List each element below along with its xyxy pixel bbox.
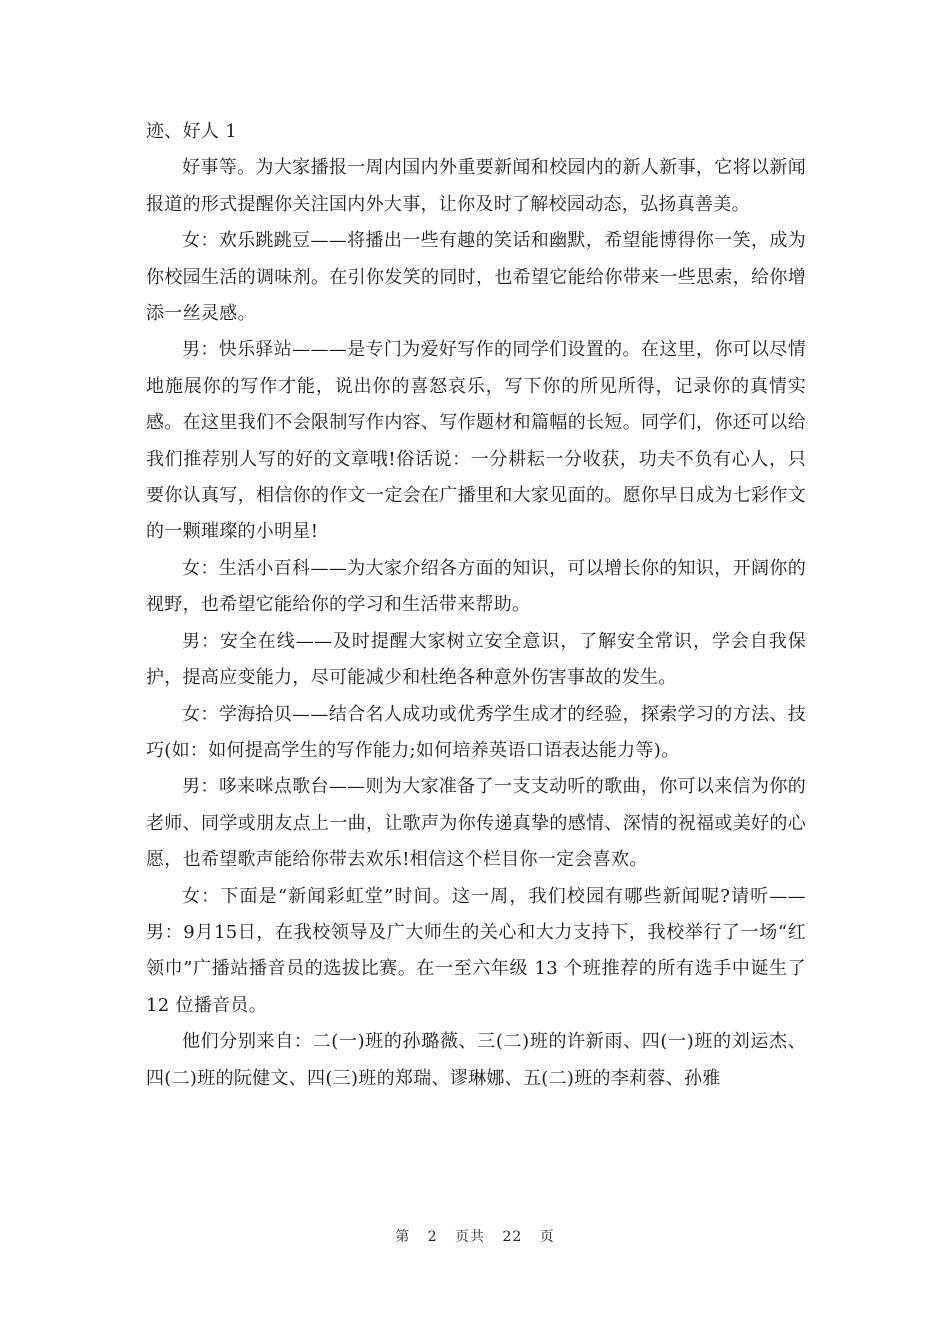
paragraph-9: 女：下面是“新闻彩虹堂”时间。这一周，我们校园有哪些新闻呢?请听—— 男：9月15日，在我校领导及广大师生的关心和大力支持下，我校举行了一场“红领巾”广播站播音员的选拔比赛。在一至六年级 13 个班推荐的所有选手中诞生了 12 位播音员。: [146, 885, 806, 1016]
footer-page-total: 22: [502, 1229, 523, 1245]
paragraph-8: 男：哆来咪点歌台——则为大家准备了一支支动听的歌曲，你可以来信为你的老师、同学或朋友点上一曲，让歌声为你传递真挚的感情、深情的祝福或美好的心愿，也希望歌声能给你带去欢乐!相信这个栏目你一定会喜欢。: [146, 776, 806, 871]
paragraph-1: 迹、好人 1: [146, 121, 237, 142]
footer-page-prefix: 第: [395, 1229, 411, 1245]
paragraph-5: 女：生活小百科——为大家介绍各方面的知识，可以增长你的知识，开阔你的视野，也希望它能给你的学习和生活带来帮助。: [146, 557, 806, 616]
paragraph-2: 好事等。为大家播报一周内国内外重要新闻和校园内的新人新事，它将以新闻报道的形式提醒你关注国内外大事，让你及时了解校园动态，弘扬真善美。: [146, 157, 806, 215]
paragraph-10: 他们分别来自：二(一)班的孙璐薇、三(二)班的许新雨、四(一)班的刘运杰、四(二)班的阮健文、四(三)班的郑瑞、谬琳娜、五(二)班的李莉蓉、孙雅: [146, 1031, 806, 1089]
paragraph-3: 女：欢乐跳跳豆——将播出一些有趣的笑话和幽默，希望能博得你一笑，成为你校园生活的调味剂。在引你发笑的同时，也希望它能给你带来一些思索，给你增添一丝灵感。: [146, 230, 806, 325]
paragraph-4: 男：快乐驿站———是专门为爱好写作的同学们设置的。在这里，你可以尽情地施展你的写作才能，说出你的喜怒哀乐，写下你的所见所得，记录你的真情实感。在这里我们不会限制写作内容、写作题材和篇幅的长短。同学们，你还可以给我们推荐别人写的好的文章哦!俗话说：一分耕耘一分收获，功夫不负有心人，只要你认真写，相信你的作文一定会在广播里和大家见面的。愿你早日成为七彩作文的一颗璀璨的小明星!: [146, 339, 806, 543]
footer-page-middle: 页共: [455, 1229, 486, 1245]
paragraph-6: 男：安全在线——及时提醒大家树立安全意识，了解安全常识，学会自我保护，提高应变能力，尽可能减少和杜绝各种意外伤害事故的发生。: [146, 630, 806, 689]
paragraph-7: 女：学海拾贝——结合名人成功或优秀学生成才的经验，探索学习的方法、技巧(如：如何提高学生的写作能力;如何培养英语口语表达能力等)。: [146, 703, 806, 761]
footer-page-suffix: 页: [539, 1229, 555, 1245]
document-body: [146, 114, 806, 1097]
footer-page-number: 2: [427, 1229, 438, 1245]
page-footer: [0, 1226, 950, 1246]
